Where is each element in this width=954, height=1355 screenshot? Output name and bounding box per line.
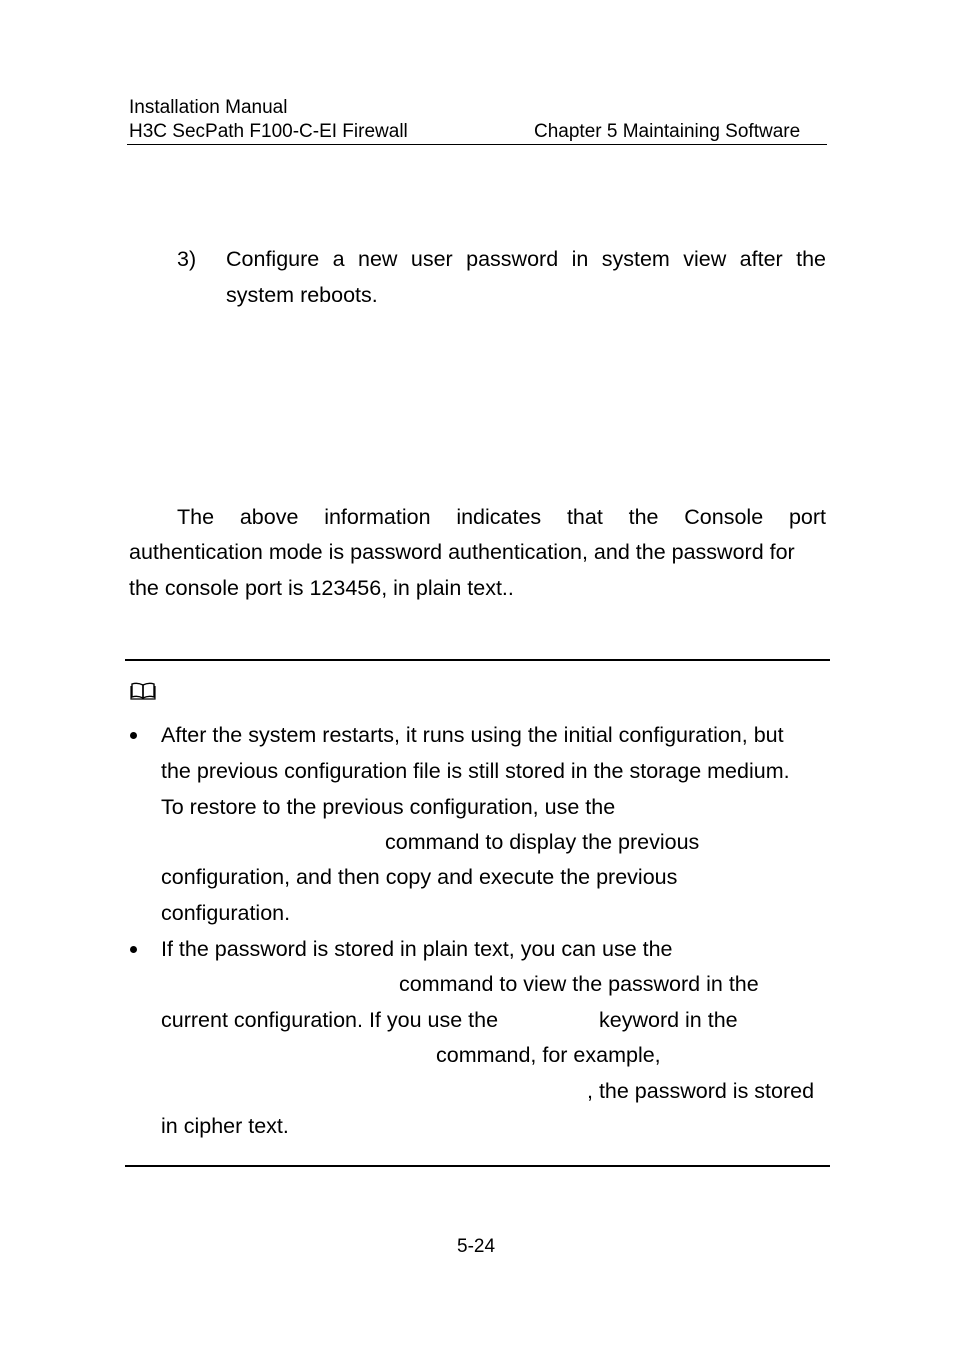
bullet-2-line-3b: keyword in the [599, 1008, 738, 1032]
bullet-2-line-2: command to view the password in the [399, 972, 759, 996]
header-product: H3C SecPath F100-C-EI Firewall [129, 121, 408, 142]
bullet-1-line-3: To restore to the previous configuration, use the [161, 795, 616, 819]
book-icon [130, 682, 156, 700]
bullet-1-line-4: command to display the previous [385, 830, 700, 854]
bullet-1-line-6: configuration. [161, 901, 291, 925]
page-number: 5-24 [457, 1236, 496, 1257]
note-top-rule [125, 659, 830, 661]
bullet-2-line-5: , the password is stored [587, 1079, 815, 1103]
bullet-2-line-3a: current configuration. If you use the [161, 1008, 499, 1032]
bullet-1-line-5: configuration, and then copy and execute the previous [161, 865, 678, 889]
header-rule [127, 144, 827, 145]
bullet-dot-2 [130, 946, 137, 953]
header-chapter: Chapter 5 Maintaining Software [534, 121, 801, 142]
bullet-dot-1 [130, 732, 137, 739]
step-text-line-2: system reboots. [226, 283, 378, 307]
bullet-1-line-2: the previous configuration file is still stored in the storage medium. [161, 759, 790, 783]
note-bottom-rule [125, 1165, 830, 1167]
header-manual-title: Installation Manual [129, 97, 288, 118]
bullet-2-line-1: If the password is stored in plain text, you can use the [161, 937, 673, 961]
step-number: 3) [177, 247, 197, 271]
paragraph-line-2: authentication mode is password authentication, and the password for [129, 540, 795, 564]
bullet-1-line-1: After the system restarts, it runs using the initial configuration, but [161, 723, 784, 747]
paragraph-line-1: The above information indicates that the Console port [177, 505, 826, 529]
paragraph-line-3: the console port is 123456, in plain text.. [129, 576, 514, 600]
bullet-2-line-6: in cipher text. [161, 1114, 289, 1138]
step-text-line-1: Configure a new user password in system view after the [226, 247, 826, 271]
bullet-2-line-4: command, for example, [436, 1043, 661, 1067]
